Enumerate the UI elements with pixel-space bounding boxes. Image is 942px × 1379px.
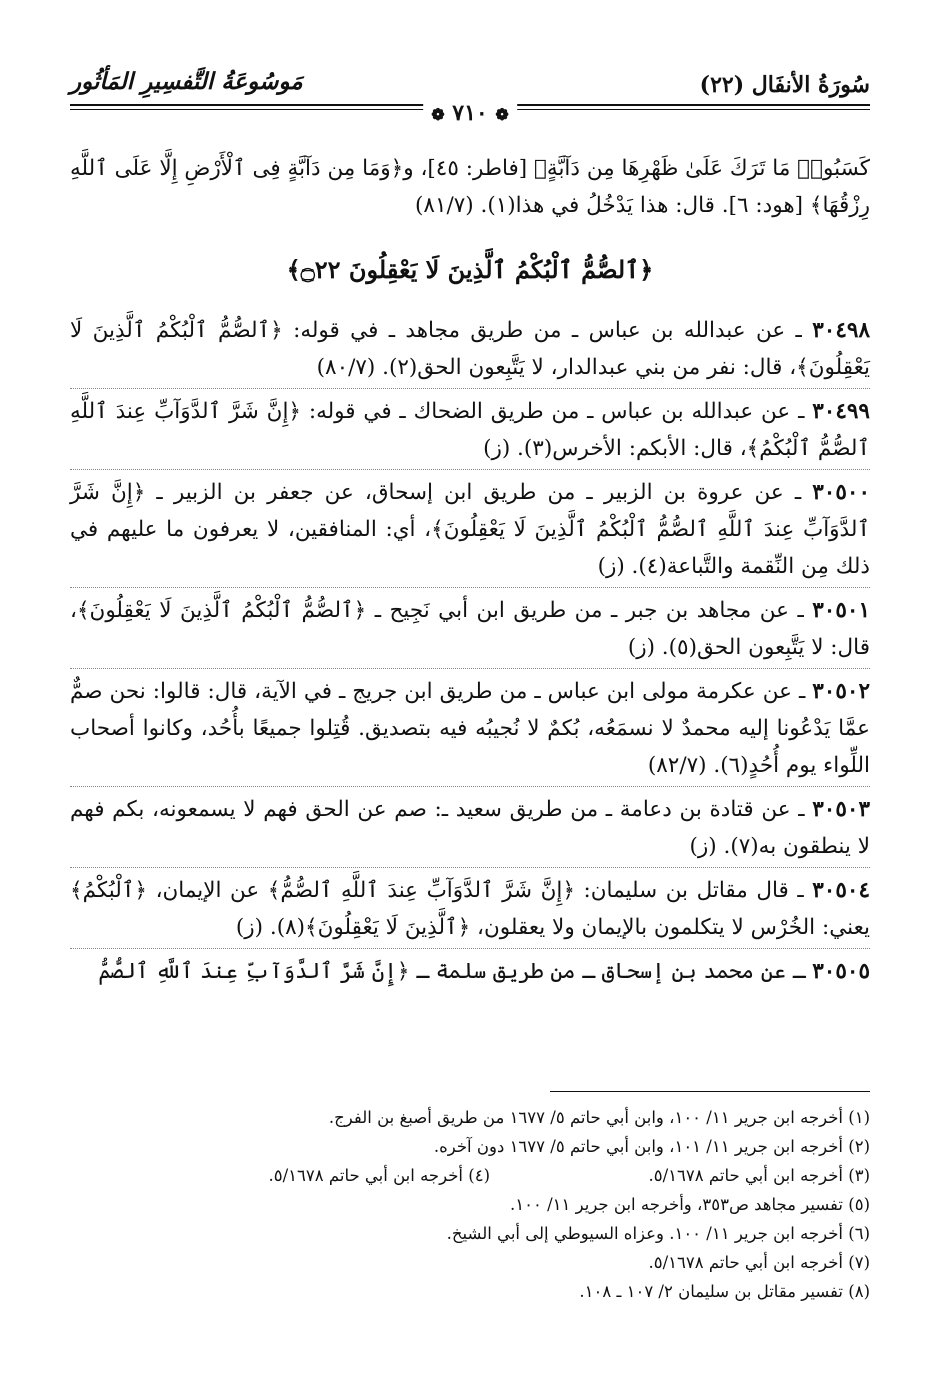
footnote: (٨) تفسير مقاتل بن سليمان ٢/ ١٠٧ ـ ١٠٨. xyxy=(579,1282,870,1301)
footnote: (٣) أخرجه ابن أبي حاتم ٥/١٦٧٨. xyxy=(648,1166,870,1185)
narration-number: ٣٠٤٩٨ xyxy=(812,318,870,343)
narration-text: ـ عن محمد بن إسحاق ـ من طريق سلمة ـ ﴿إِنَّ شَرَّ ٱلدَّوَآبِّ عِندَ ٱللَّهِ ٱلصُّمُّ xyxy=(98,959,806,984)
narration-number: ٣٠٥٠٥ xyxy=(812,959,870,984)
narration-number: ٣٠٥٠٣ xyxy=(812,797,870,822)
footnote-separator xyxy=(550,1091,870,1092)
document-page xyxy=(70,60,870,1340)
narration-number: ٣٠٤٩٩ xyxy=(812,399,870,424)
footnote: (٤) أخرجه ابن أبي حاتم ٥/١٦٧٨. xyxy=(268,1166,490,1185)
book-running-title: مَوسُوعَةُ التَّفسِيرِ المَأثُور xyxy=(70,68,303,95)
narration-number: ٣٠٥٠٠ xyxy=(812,480,870,505)
ornament-right-icon: ❁ xyxy=(495,105,509,124)
surah-running-title: سُورَةُ الأنفَال (٢٢) xyxy=(699,72,870,98)
narration-entry xyxy=(70,393,870,470)
footnotes xyxy=(70,1103,870,1306)
footnote-pair xyxy=(70,1161,870,1190)
footnote: (٧) أخرجه ابن أبي حاتم ٥/١٦٧٨. xyxy=(648,1253,870,1272)
narration-text: ـ عن عروة بن الزبير ـ من طريق ابن إسحاق، عن جعفر بن الزبير ـ ﴿إِنَّ شَرَّ ٱلدَّوَآبِّ عِندَ ٱللَّهِ ٱلصُّمُّ ٱلْبُكْمُ ٱلَّذِينَ لَا يَعْقِلُونَ﴾، أي: المنافقين، لا يعرفون ما عليهم في ذلك مِن النِّقمة والتَّباعة(٤). (ز) xyxy=(70,480,870,579)
ornament-left-icon: ❁ xyxy=(431,105,445,124)
narration-text: ـ قال مقاتل بن سليمان: ﴿إِنَّ شَرَّ ٱلدَّوَآبِّ عِندَ ٱللَّهِ ٱلصُّمُّ﴾ عن الإيمان، ﴿ٱلْبُكْمُ﴾ يعني: الخُرْس لا يتكلمون بالإيمان ولا يعقلون، ﴿ٱلَّذِينَ لَا يَعْقِلُونَ﴾(٨). (ز) xyxy=(70,878,870,940)
page-number-value: ٧١٠ xyxy=(452,100,488,126)
narration-entry xyxy=(70,791,870,868)
narration-entry xyxy=(70,474,870,588)
narration-text: ـ عن قتادة بن دعامة ـ من طريق سعيد ـ: صم عن الحق فهم لا يسمعونه، بكم فهم لا ينطقون به(٧). (ز) xyxy=(70,797,870,859)
narration-entry xyxy=(70,953,870,992)
narration-entry xyxy=(70,673,870,787)
narration-text: ـ عن عبدالله بن عباس ـ من طريق الضحاك ـ في قوله: ﴿إِنَّ شَرَّ ٱلدَّوَآبِّ عِندَ ٱللَّهِ ٱلصُّمُّ ٱلْبُكْمُ﴾، قال: الأبكم: الأخرس(٣). (ز) xyxy=(70,399,870,461)
page-header xyxy=(70,60,870,126)
main-text xyxy=(70,150,870,996)
footnote: (٢) أخرجه ابن جرير ١١/ ١٠١، وابن أبي حاتم ٥/ ١٦٧٧ دون آخره. xyxy=(433,1137,870,1156)
narration-entry xyxy=(70,312,870,389)
intro-paragraph: كَسَبُوا۟ مَا تَرَكَ عَلَىٰ ظَهْرِهَا مِن دَآبَّةٍ﴾ [فاطر: ٤٥]، و﴿وَمَا مِن دَآبَّةٍ فِى ٱلْأَرْضِ إِلَّا عَلَى ٱللَّهِ رِزْقُهَا﴾ [هود: ٦]. قال: هذا يَدْخُلُ في هذا(١). (٨١/٧) xyxy=(70,156,871,218)
narration-number: ٣٠٥٠٤ xyxy=(812,878,870,903)
verse-heading: ﴿ٱلصُّمُّ ٱلْبُكْمُ ٱلَّذِينَ لَا يَعْقِلُونَ ۝٢٢﴾ xyxy=(286,255,654,284)
narration-number: ٣٠٥٠١ xyxy=(812,598,870,623)
footnote: (٦) أخرجه ابن جرير ١١/ ١٠٠. وعزاه السيوطي إلى أبي الشيخ. xyxy=(446,1224,870,1243)
narration-number: ٣٠٥٠٢ xyxy=(812,679,870,704)
page-number xyxy=(423,100,517,126)
footnote: (١) أخرجه ابن جرير ١١/ ١٠٠، وابن أبي حاتم ٥/ ١٦٧٧ من طريق أصبغ بن الفرج. xyxy=(328,1108,870,1127)
footnote: (٥) تفسير مجاهد ص٣٥٣، وأخرجه ابن جرير ١١/ ١٠٠. xyxy=(510,1195,870,1214)
narration-text: ـ عن عكرمة مولى ابن عباس ـ من طريق ابن جريج ـ في الآية، قال: قالوا: نحن صمٌّ عمَّا يَدْعُونا إليه محمدٌ لا نسمَعُه، بُكمٌ لا نُجيبُه فيه بتصديق. قُتِلوا جميعًا بأُحُد، وكانوا أصحاب اللِّواء يوم أُحُدٍ(٦). (٨٢/٧) xyxy=(70,679,870,778)
narration-text: ـ عن عبدالله بن عباس ـ من طريق مجاهد ـ في قوله: ﴿ٱلصُّمُّ ٱلْبُكْمُ ٱلَّذِينَ لَا يَعْقِلُونَ﴾، قال: نفر من بني عبدالدار، لا يَتَّبِعون الحق(٢). (٨٠/٧) xyxy=(70,318,870,380)
narration-text: ـ عن مجاهد بن جبر ـ من طريق ابن أبي نَجِيح ـ ﴿ٱلصُّمُّ ٱلْبُكْمُ ٱلَّذِينَ لَا يَعْقِلُونَ﴾، قال: لا يَتَّبِعون الحق(٥). (ز) xyxy=(70,598,870,660)
narration-entry xyxy=(70,592,870,669)
narration-entry xyxy=(70,872,870,949)
